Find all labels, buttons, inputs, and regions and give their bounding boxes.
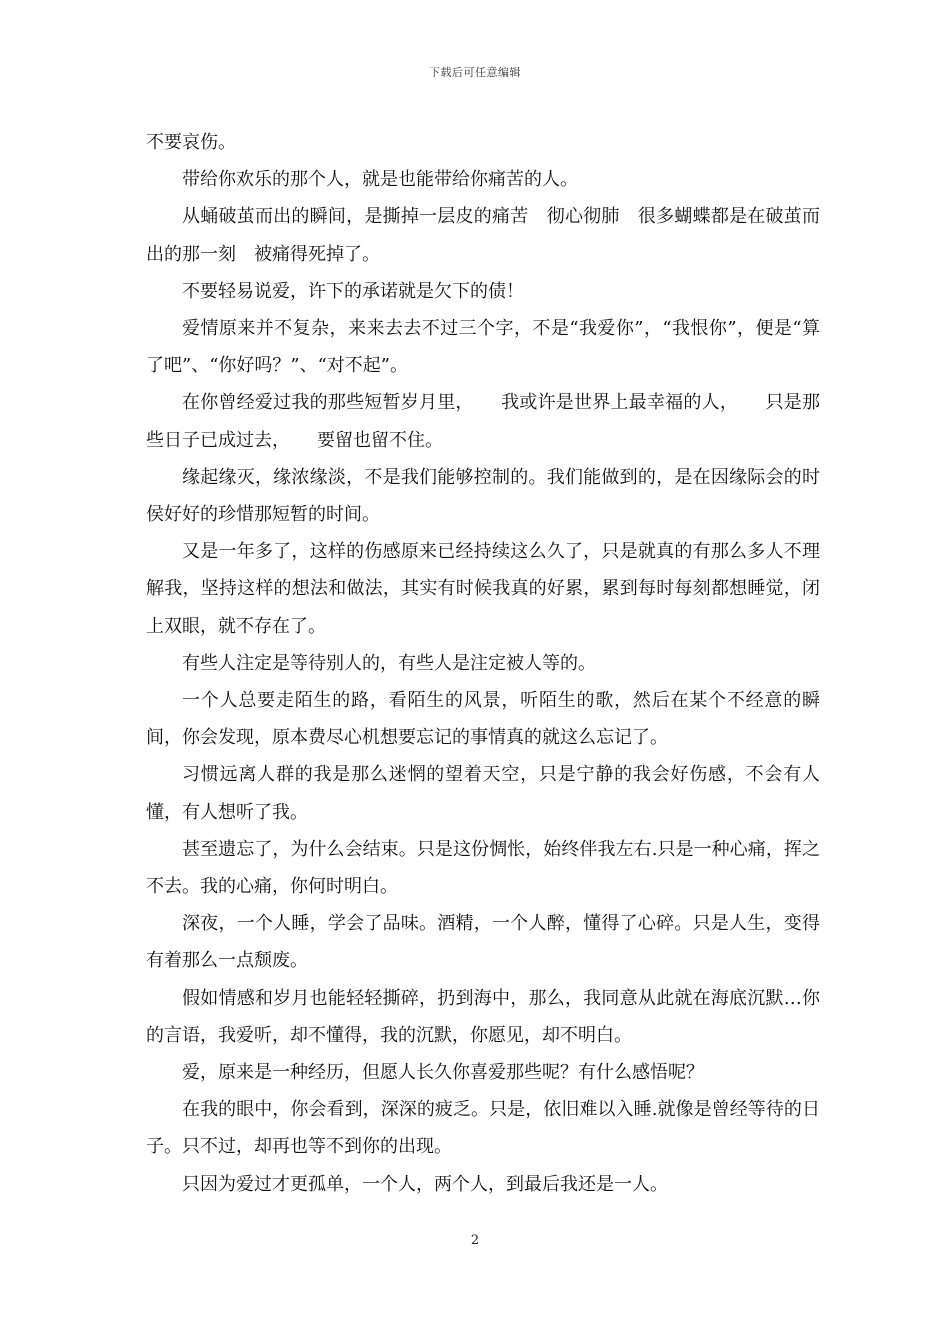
document-body	[146, 124, 820, 1203]
paragraph: 不要哀伤。	[146, 132, 236, 153]
paragraph: 爱，原来是一种经历，但愿人长久你喜爱那些呢？有什么感悟呢？	[182, 1062, 704, 1084]
paragraph: 甚至遗忘了，为什么会结束。只是这份惆怅，始终伴我左右.只是一种心痛，挥之不去。我的心痛，你何时明白。	[146, 838, 820, 898]
paragraph: 不要轻易说爱，许下的承诺就是欠下的债！	[182, 280, 524, 302]
paragraph: 带给你欢乐的那个人，就是也能带给你痛苦的人。	[182, 169, 578, 191]
paragraph: 在我的眼中，你会看到，深深的疲乏。只是，依旧难以入睡.就像是曾经等待的日子。只不过，却再也等不到你的出现。	[146, 1099, 820, 1158]
paragraph: 习惯远离人群的我是那么迷惘的望着天空，只是宁静的我会好伤感，不会有人懂，有人想听了我。	[146, 764, 820, 823]
paragraph: 有些人注定是等待别人的，有些人是注定被人等的。	[182, 652, 596, 674]
paragraph: 假如情感和岁月也能轻轻撕碎，扔到海中，那么，我同意从此就在海底沉默…你的言语，我爱听，却不懂得，我的沉默，你愿见，却不明白。	[146, 987, 820, 1046]
paragraph: 缘起缘灭，缘浓缘淡，不是我们能够控制的。我们能做到的，是在因缘际会的时侯好好的珍惜那短暂的时间。	[146, 466, 820, 526]
paragraph: 又是一年多了，这样的伤感原来已经持续这么久了，只是就真的有那么多人不理解我，坚持这样的想法和做法，其实有时候我真的好累，累到每时每刻都想睡觉，闭上双眼，就不存在了。	[146, 541, 820, 637]
paragraph: 从蛹破茧而出的瞬间，是撕掉一层皮的痛苦 彻心彻肺 很多蝴蝶都是在破茧而出的那一刻 被痛得死掉了。	[146, 206, 820, 265]
paragraph: 只因为爱过才更孤单，一个人，两个人，到最后我还是一人。	[182, 1173, 668, 1195]
paragraph: 爱情原来并不复杂，来来去去不过三个字，不是“我爱你”，“我恨你”，便是“算了吧”、“你好吗？”、“对不起”。	[146, 318, 820, 377]
paragraph: 一个人总要走陌生的路，看陌生的风景，听陌生的歌，然后在某个不经意的瞬间，你会发现，原本费尽心机想要忘记的事情真的就这么忘记了。	[146, 690, 820, 749]
paragraph: 在你曾经爱过我的那些短暂岁月里， 我或许是世界上最幸福的人， 只是那些日子已成过去， 要留也留不住。	[146, 392, 820, 451]
page-number: 2	[470, 1233, 480, 1248]
paragraph: 深夜，一个人睡，学会了品味。酒精，一个人醉，懂得了心碎。只是人生，变得有着那么一点颓废。	[146, 913, 820, 972]
page-header: 下载后可任意编辑	[429, 66, 521, 79]
